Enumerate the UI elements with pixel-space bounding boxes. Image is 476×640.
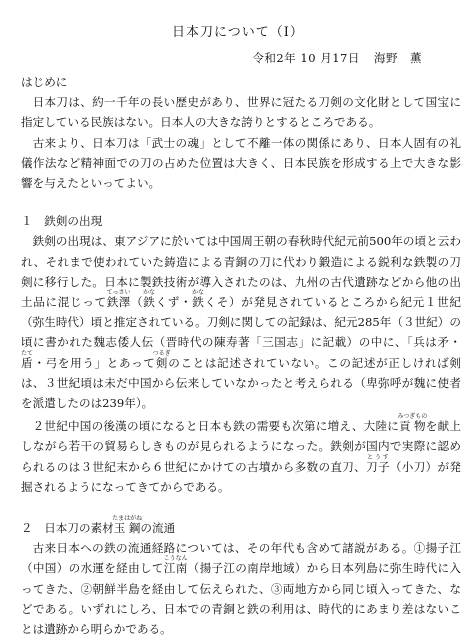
document-body xyxy=(21,72,461,639)
document-title: 日本刀について（Ⅰ） xyxy=(172,25,304,40)
section-2-paragraph-1: 古来日本への鉄の流通経路については、その年代も含めて諸説がある。①揚子江（中国）の水運を経由して江南こうなん（揚子江の南岸地域）から日本列島に弥生時代に入ってきた、②朝鮮半島を経由して伝えられた、③両地方から同じ頃入ってきた、などである。いずれにしろ、日本での青銅と鉄の利用は、時代的にあまり差はないことは遺跡から明らかである。 xyxy=(21,541,461,637)
document-date: 令和2年 10 月17日 xyxy=(252,51,360,65)
document-meta xyxy=(242,50,422,66)
intro-heading: はじめに xyxy=(21,75,68,89)
section-2-heading: ２ 日本刀の素材玉鋼たまはがねの流通 xyxy=(21,515,176,536)
intro-paragraph-1: 日本刀は、約一千年の長い歴史があり、世界に冠たる刀剣の文化財として国宝に指定している民族はない。日本人の大きな誇りとするところである。 xyxy=(21,95,461,130)
section-1-paragraph-1: 鉄剣の出現は、東アジアに於いては中国周王朝の春秋時代紀元前500年の頃と云われ、それまで使われていた鋳造による青銅の刀に代わり鍛造による鋭利な鉄製の刀剣に移行した。日本に製鉄技術が導入されたのは、九州の古代遺跡などから他の出土品に混じって鉄澤てっさい（鉄かなくず・鉄かなくそ）が発見されているところから紀元１世紀（弥生時代）頃と推定されている。刀剣に関しての記録は、紀元285年（３世紀）の頃に書かれた魏志倭人伝（晋時代の陳寿著「三国志」に記載）の中に、「兵は矛・盾たて・弓を用う」とあって剣つるぎのことは記述されていない。この記述が正しければ剣は、３世紀頃は未だ中国から伝来していなかったと考えられる（卑弥呼が魏に使者を派遣したのは239年）。 xyxy=(21,234,461,411)
section-1-paragraph-2: ２世紀中国の後漢の頃になると日本も鉄の需要も次第に増え、大陸に貢物みつぎものを献上しながら若干の貿易らしきものが見られるようになった。鉄剣が国内で実際に認められるのは３世紀末から６世紀にかけての古墳から多数の直刀、刀子とうす（小刀）が発掘されるようになってきてからである。 xyxy=(21,413,461,494)
section-1-heading: １ 鉄剣の出現 xyxy=(21,214,103,229)
intro-paragraph-2: 古来より、日本刀は「武士の魂」として不離一体の関係にあり、日本人固有の礼儀作法など精神面での刀の占めた位置は大きく、日本民族を形成する上で大きな影響を与えたといってよい。 xyxy=(21,135,461,191)
document-author: 海野 薫 xyxy=(374,51,422,65)
